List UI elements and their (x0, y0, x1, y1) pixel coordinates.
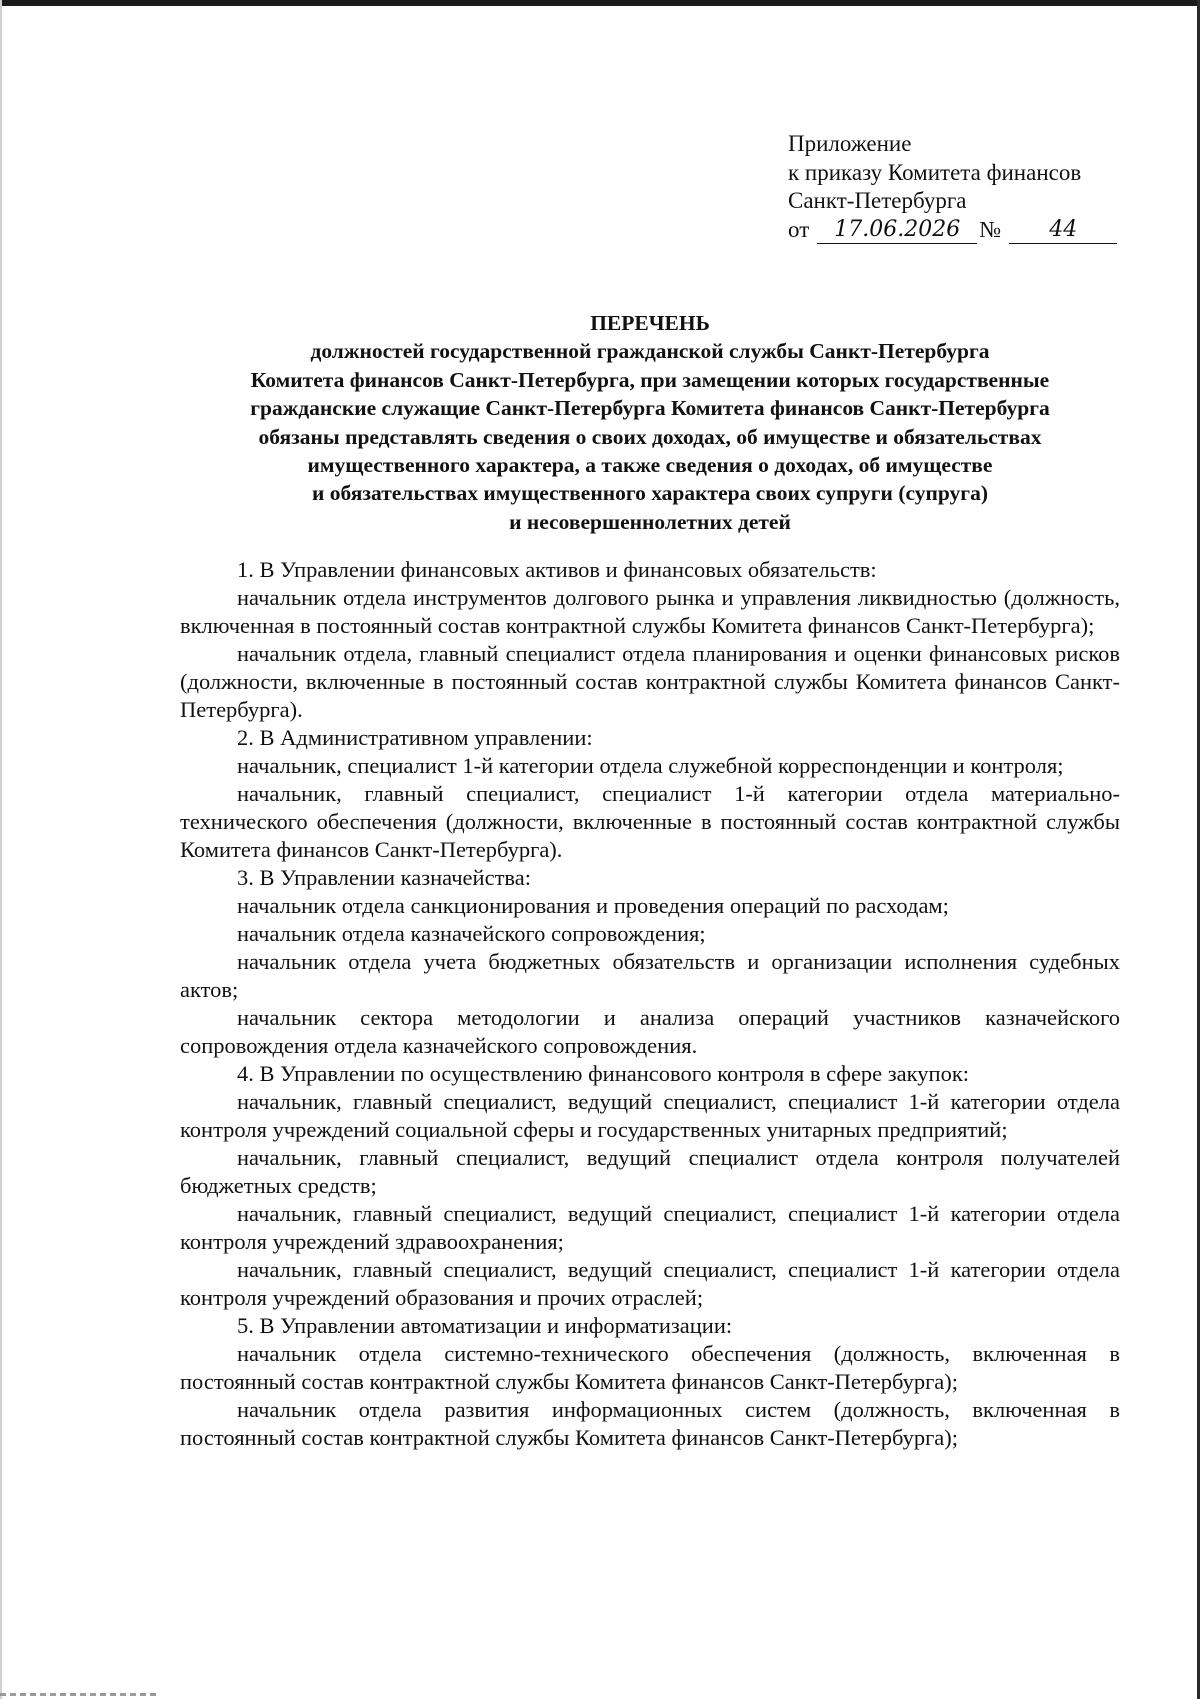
list-item: начальник отдела санкционирования и проведения операций по расходам; (237, 893, 949, 918)
date-prefix: от (788, 216, 810, 242)
handwritten-number: 44 (1009, 217, 1117, 244)
title-main: ПЕРЕЧЕНЬ (590, 311, 710, 335)
document-body (180, 556, 1120, 1452)
number-prefix: № (979, 216, 1002, 242)
list-item: начальник отдела системно-технического обеспечения (должность, включенная в постоянный состав контрактной службы Комитета финансов Санкт-Петербурга); (180, 1341, 1120, 1394)
title-line: гражданские служащие Санкт-Петербурга Комитета финансов Санкт-Петербурга (250, 396, 1050, 421)
scan-border-left (0, 0, 2, 1699)
section-heading: 5. В Управлении автоматизации и информатизации: (237, 1313, 733, 1338)
list-item: начальник, главный специалист, ведущий специалист, специалист 1-й категории отдела контроля учреждений здравоохранения; (180, 1201, 1120, 1254)
appendix-label: Приложение (788, 131, 912, 156)
list-item: начальник отдела инструментов долгового рынка и управления ликвидностью (должность, включенная в постоянный состав контрактной службы Комитета финансов Санкт-Петербурга); (180, 585, 1120, 638)
section-heading: 3. В Управлении казначейства: (237, 865, 531, 890)
title-line: Комитета финансов Санкт-Петербурга, при замещении которых государственные (250, 367, 1050, 392)
scan-border-top (0, 0, 1200, 6)
appendix-date-number-row (788, 216, 1128, 245)
document-title (180, 309, 1120, 536)
list-item: начальник отдела учета бюджетных обязательств и организации исполнения судебных актов; (180, 949, 1120, 1002)
list-item: начальник, главный специалист, ведущий специалист отдела контроля получателей бюджетных средств; (180, 1145, 1120, 1198)
appendix-order-ref: к приказу Комитета финансов (788, 159, 1082, 185)
list-item: начальник отдела, главный специалист отдела планирования и оценки финансовых рисков (должности, включенные в постоянный состав контрактной службы Комитета финансов Санкт-Петербурга). (180, 641, 1120, 722)
appendix-city: Санкт-Петербурга (788, 188, 967, 213)
title-line: имущественного характера, а также сведения о доходах, об имуществе (307, 453, 993, 478)
list-item: начальник отдела казначейского сопровождения; (237, 921, 706, 946)
title-line: обязаны представлять сведения о своих доходах, об имуществе и обязательствах (258, 424, 1042, 449)
title-line: должностей государственной гражданской службы Санкт-Петербурга (310, 339, 990, 364)
list-item: начальник, главный специалист, ведущий специалист, специалист 1-й категории отдела контроля учреждений социальной сферы и государственных унитарных предприятий; (180, 1089, 1120, 1142)
scan-mark-bottom (0, 1693, 160, 1696)
list-item: начальник, главный специалист, ведущий специалист, специалист 1-й категории отдела контроля учреждений образования и прочих отраслей; (180, 1257, 1120, 1310)
list-item: начальник отдела развития информационных систем (должность, включенная в постоянный состав контрактной службы Комитета финансов Санкт-Петербурга); (180, 1397, 1120, 1450)
section-heading: 1. В Управлении финансовых активов и финансовых обязательств: (237, 557, 877, 582)
title-line: и несовершеннолетних детей (509, 509, 791, 534)
section-heading: 4. В Управлении по осуществлению финансового контроля в сфере закупок: (237, 1061, 969, 1086)
section-heading: 2. В Административном управлении: (237, 725, 593, 750)
list-item: начальник сектора методологии и анализа операций участников казначейского сопровождения отдела казначейского сопровождения. (180, 1005, 1120, 1058)
list-item: начальник, главный специалист, специалист 1-й категории отдела материально-технического обеспечения (должности, включенные в постоянный состав контрактной службы Комитета финансов Санкт-Петербурга). (180, 781, 1120, 862)
appendix-header (788, 130, 1128, 244)
handwritten-date: 17.06.2026 (817, 217, 977, 244)
list-item: начальник, специалист 1-й категории отдела служебной корреспонденции и контроля; (237, 753, 1064, 778)
title-line: и обязательствах имущественного характера своих супруги (супруга) (312, 481, 988, 506)
